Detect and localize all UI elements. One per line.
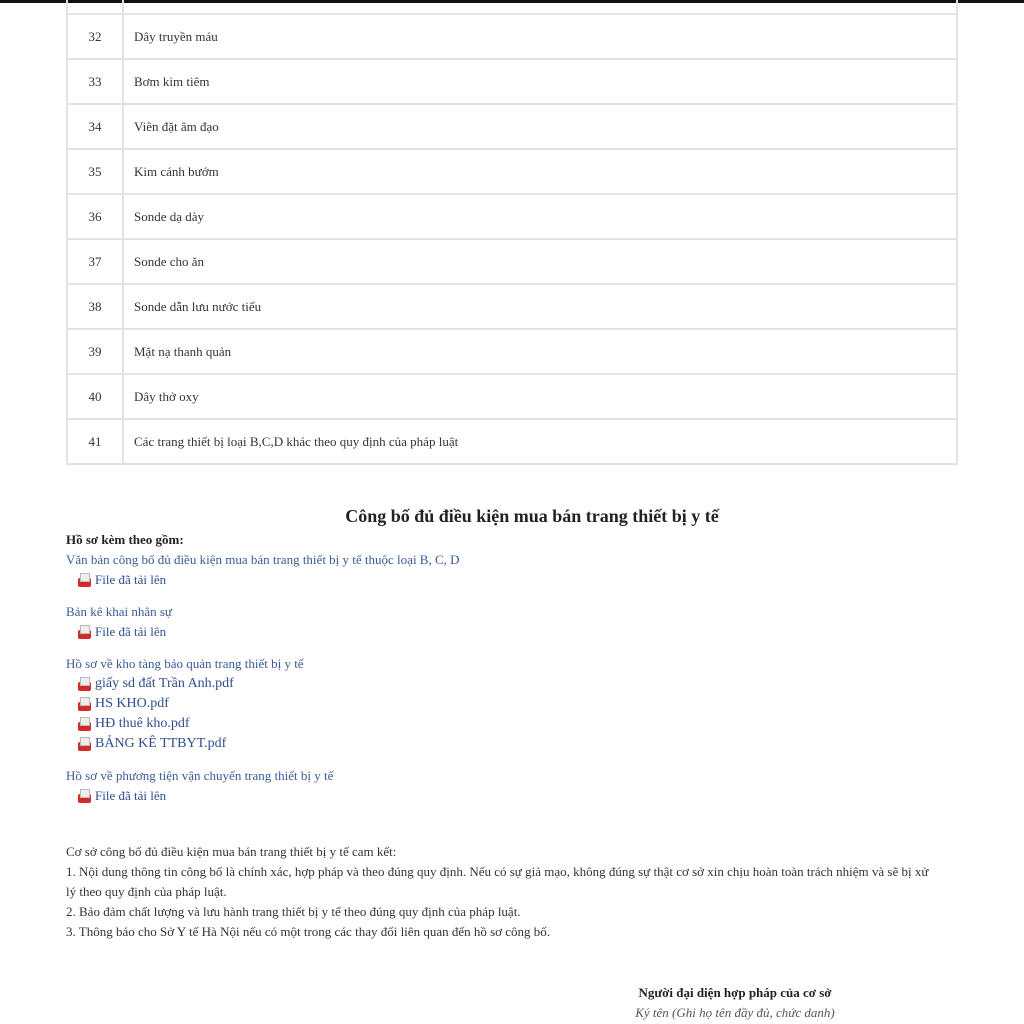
signature-block — [600, 985, 870, 1021]
attachment-file-link[interactable] — [66, 570, 460, 590]
pdf-file-icon — [78, 789, 92, 803]
table-row — [67, 194, 957, 239]
file-name: BẢNG KÊ TTBYT.pdf — [95, 736, 227, 751]
row-equipment-name: Viên đặt âm đạo — [123, 104, 957, 149]
row-number: 37 — [67, 239, 123, 284]
attachment-group — [66, 765, 460, 806]
row-number: 40 — [67, 374, 123, 419]
pdf-file-icon — [78, 677, 92, 691]
file-name: File đã tải lên — [95, 788, 167, 803]
commitment-section — [66, 842, 936, 942]
commitment-item: 2. Bảo đảm chất lượng và lưu hành trang thiết bị y tế theo đúng quy định của pháp luật. — [66, 904, 521, 919]
attachment-file-link[interactable] — [66, 694, 460, 714]
table-row — [67, 329, 957, 374]
attachment-file-link[interactable] — [66, 786, 460, 806]
signature-subtitle: Ký tên (Ghi họ tên đầy đủ, chức danh) — [635, 1005, 835, 1020]
attachments-section — [66, 532, 460, 817]
table-row — [67, 374, 957, 419]
attachment-file-link[interactable] — [66, 714, 460, 734]
row-number: 41 — [67, 419, 123, 464]
file-name: HĐ thuê kho.pdf — [95, 716, 190, 731]
pdf-file-icon — [78, 625, 92, 639]
pdf-file-icon — [78, 737, 92, 751]
row-number: 35 — [67, 149, 123, 194]
commitment-intro: Cơ sở công bố đủ điều kiện mua bán trang thiết bị y tế cam kết: — [66, 844, 397, 859]
row-equipment-name: Dây thở oxy — [123, 374, 957, 419]
row-number: 38 — [67, 284, 123, 329]
attachment-group — [66, 653, 460, 754]
pdf-file-icon — [78, 573, 92, 587]
attachment-group — [66, 549, 460, 590]
table-row — [67, 419, 957, 464]
table-row — [67, 284, 957, 329]
equipment-table — [66, 0, 958, 465]
row-equipment-name: Sonde dẫn lưu nước tiểu — [123, 284, 957, 329]
row-number — [67, 0, 123, 14]
attachment-file-link[interactable] — [66, 622, 460, 642]
row-equipment-name — [123, 0, 957, 14]
attachment-file-link[interactable] — [66, 674, 460, 694]
signature-title: Người đại diện hợp pháp của cơ sở — [638, 985, 832, 1000]
file-name: HS KHO.pdf — [95, 696, 169, 711]
table-row — [67, 14, 957, 59]
table-row — [67, 0, 957, 14]
row-number: 32 — [67, 14, 123, 59]
table-row — [67, 149, 957, 194]
row-number: 36 — [67, 194, 123, 239]
attachment-file-link[interactable] — [66, 734, 460, 754]
row-equipment-name: Dây truyền máu — [123, 14, 957, 59]
table-row — [67, 104, 957, 149]
row-equipment-name: Sonde dạ dày — [123, 194, 957, 239]
file-name: File đã tải lên — [95, 624, 167, 639]
table-row — [67, 239, 957, 284]
file-name: File đã tải lên — [95, 572, 167, 587]
commitment-item: 1. Nội dung thông tin công bố là chính xác, hợp pháp và theo đúng quy định. Nếu có sự giả mạo, không đúng sự thật cơ sở xin chịu hoàn toàn trách nhiệm và sẽ bị xử lý theo quy định của pháp luật. — [66, 864, 929, 899]
pdf-file-icon — [78, 697, 92, 711]
pdf-file-icon — [78, 717, 92, 731]
row-number: 34 — [67, 104, 123, 149]
attachment-group — [66, 601, 460, 642]
row-equipment-name: Bơm kim tiêm — [123, 59, 957, 104]
section-title: Công bố đủ điều kiện mua bán trang thiết bị y tế — [345, 506, 719, 526]
file-name: giấy sd đất Trần Anh.pdf — [95, 676, 234, 691]
table-row — [67, 59, 957, 104]
attachments-heading: Hồ sơ kèm theo gồm: — [66, 532, 184, 547]
row-number: 39 — [67, 329, 123, 374]
row-equipment-name: Kim cánh bướm — [123, 149, 957, 194]
attachment-group-label: Văn bản công bố đủ điều kiện mua bán trang thiết bị y tế thuộc loại B, C, D — [66, 552, 460, 567]
attachment-group-label: Hồ sơ về phương tiện vận chuyển trang thiết bị y tế — [66, 768, 334, 783]
row-number: 33 — [67, 59, 123, 104]
row-equipment-name: Mặt nạ thanh quản — [123, 329, 957, 374]
attachment-group-label: Bản kê khai nhân sự — [66, 604, 172, 619]
row-equipment-name: Các trang thiết bị loại B,C,D khác theo quy định của pháp luật — [123, 419, 957, 464]
row-equipment-name: Sonde cho ăn — [123, 239, 957, 284]
attachment-group-label: Hồ sơ về kho tàng bảo quản trang thiết bị y tế — [66, 656, 304, 671]
commitment-item: 3. Thông báo cho Sở Y tế Hà Nội nếu có một trong các thay đổi liên quan đến hồ sơ công bố. — [66, 924, 551, 939]
